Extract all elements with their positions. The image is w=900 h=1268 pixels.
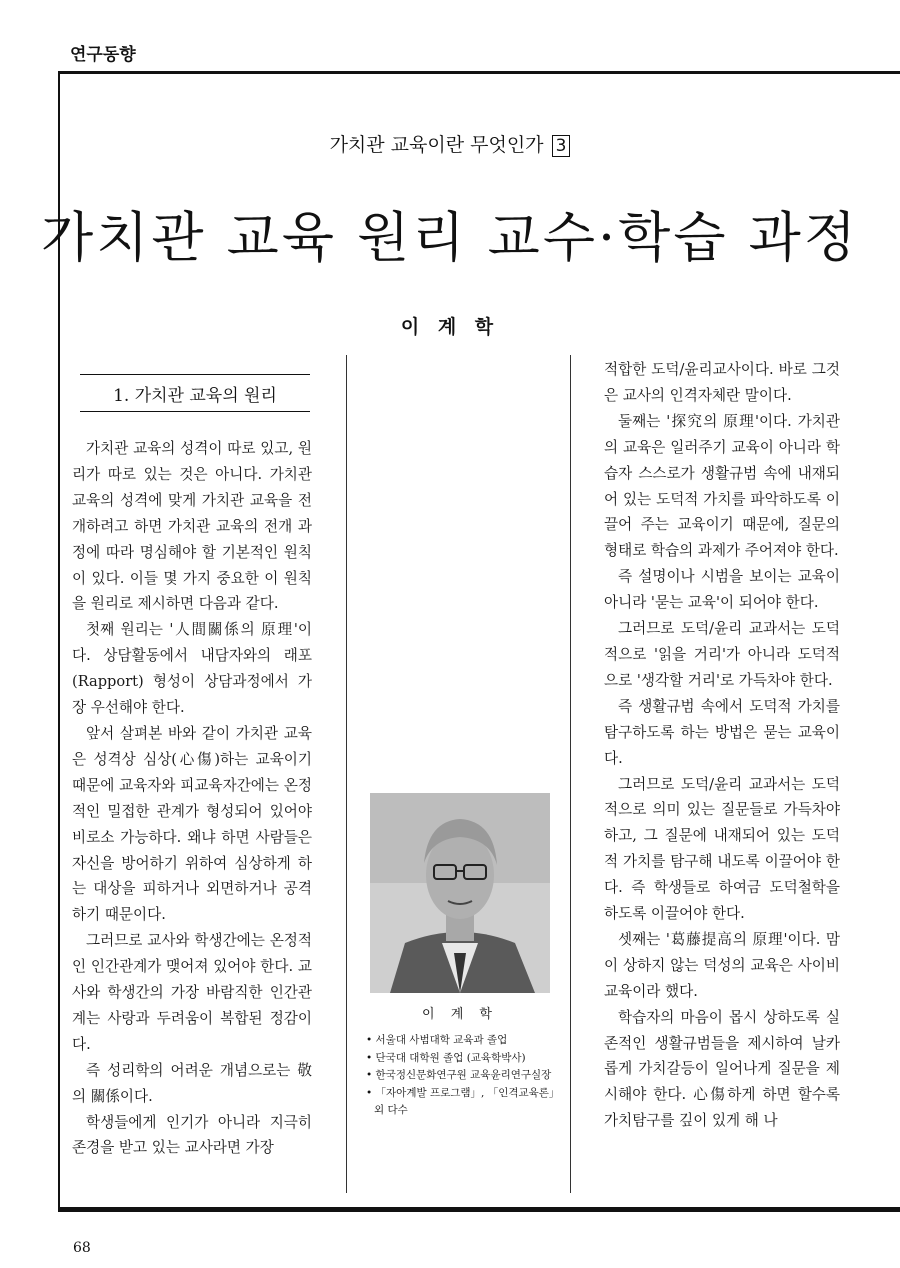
bio-item: • 「자아계발 프로그램」, 「인격교육론」외 다수	[366, 1085, 556, 1120]
paragraph: 첫째 원리는 '人間關係의 原理'이다. 상담활동에서 내담자와의 래포(Rapport) 형성이 상담과정에서 가장 우선해야 한다.	[72, 621, 312, 717]
author-name: 이 계 학	[400, 316, 500, 338]
paragraph: 그러므로 도덕/윤리 교과서는 도덕적으로 의미 있는 질문들로 가득차야 하고, 그 질문에 내재되어 있는 도덕적 가치를 탐구해 내도록 이끌어야 한다. 즉 학생들로 하여금 도덕철학을 하도록 이끌어야 한다.	[604, 775, 840, 923]
section-label: 연구동향	[70, 45, 136, 65]
paragraph: 학생들에게 인기가 아니라 지극히 존경을 받고 있는 교사라면 가장	[72, 1113, 312, 1157]
paragraph: 셋째는 '葛藤提高의 原理'이다. 맘이 상하지 않는 덕성의 교육은 사이비 교육이라 했다.	[604, 930, 840, 1000]
author-photo	[370, 793, 550, 993]
paragraph: 그러므로 교사와 학생간에는 온정적인 인간관계가 맺어져 있어야 한다. 교사와 학생간의 가장 바람직한 인간관계는 사랑과 두려움이 복합된 정감이다.	[72, 932, 312, 1053]
column-divider-left	[346, 355, 347, 1193]
section-heading: 1. 가치관 교육의 원리	[80, 374, 310, 412]
bio-item: • 서울대 사범대학 교육과 졸업	[366, 1032, 556, 1050]
bio-item: • 한국정신문화연구원 교육윤리연구실장	[366, 1067, 556, 1085]
page-number: 68	[73, 1240, 91, 1256]
paragraph: 학습자의 마음이 몹시 상하도록 실존적인 생활규범들을 제시하여 날카롭게 가치갈등이 일어나게 질문을 제시해야 한다. 心傷하게 하면 할수록 가치탐구를 깊이 있게 해 나	[604, 1008, 840, 1130]
paragraph: 즉 생활규범 속에서 도덕적 가치를 탐구하도록 하는 방법은 묻는 교육이다.	[604, 697, 840, 767]
series-title	[0, 130, 900, 157]
series-title-text: 가치관 교육이란 무엇인가	[329, 134, 544, 156]
paragraph: 그러므로 도덕/윤리 교과서는 도덕적으로 '읽을 거리'가 아니라 도덕적으로 '생각할 거리'로 가득차야 한다.	[604, 620, 840, 689]
author-portrait-image	[370, 793, 550, 993]
series-number-box: 3	[552, 135, 571, 157]
photo-caption: 이 계 학	[422, 1007, 498, 1022]
body-column-right	[604, 357, 840, 1134]
author-bio-list	[366, 1032, 556, 1120]
paragraph: 가치관 교육의 성격이 따로 있고, 원리가 따로 있는 것은 아니다. 가치관 교육의 성격에 맞게 가치관 교육을 전개하려고 하면 가치관 교육의 전개 과정에 따라 명심해야 할 기본적인 원칙이 있다. 이들 몇 가지 중요한 이 원칙을 원리로 제시하면 다음과 같다.	[72, 440, 312, 613]
frame-top-rule	[58, 71, 900, 74]
paragraph: 즉 성리학의 어려운 개념으로는 敬의 關係이다.	[72, 1061, 312, 1105]
paragraph: 즉 설명이나 시범을 보이는 교육이 아니라 '묻는 교육'이 되어야 한다.	[604, 568, 840, 612]
paragraph: 앞서 살펴본 바와 같이 가치관 교육은 성격상 심상(心傷)하는 교육이기 때문에 교육자와 피교육자간에는 온정적인 밀접한 관계가 형성되어 있어야 비로소 가능하다. 왜냐 하면 사람들은 자신을 방어하기 위하여 심상하게 하는 대상을 피하거나 외면하거나 공격하기 때문이다.	[72, 724, 312, 924]
body-column-left	[72, 436, 312, 1161]
bio-item: • 단국대 대학원 졸업 (교육학박사)	[366, 1050, 556, 1068]
article-title: 가치관 교육 원리 교수·학습 과정	[41, 206, 859, 269]
column-divider-right	[570, 355, 571, 1193]
paragraph: 둘째는 '探究의 原理'이다. 가치관의 교육은 일러주기 교육이 아니라 학습자 스스로가 생활규범 속에 내재되어 있는 도덕적 가치를 파악하도록 이끌어 주는 교육이기 때문에, 질문의 형태로 학습의 과제가 주어져야 한다.	[604, 412, 840, 560]
frame-bottom-rule	[58, 1207, 900, 1212]
paragraph: 적합한 도덕/윤리교사이다. 바로 그것은 교사의 인격자체란 말이다.	[604, 361, 840, 404]
